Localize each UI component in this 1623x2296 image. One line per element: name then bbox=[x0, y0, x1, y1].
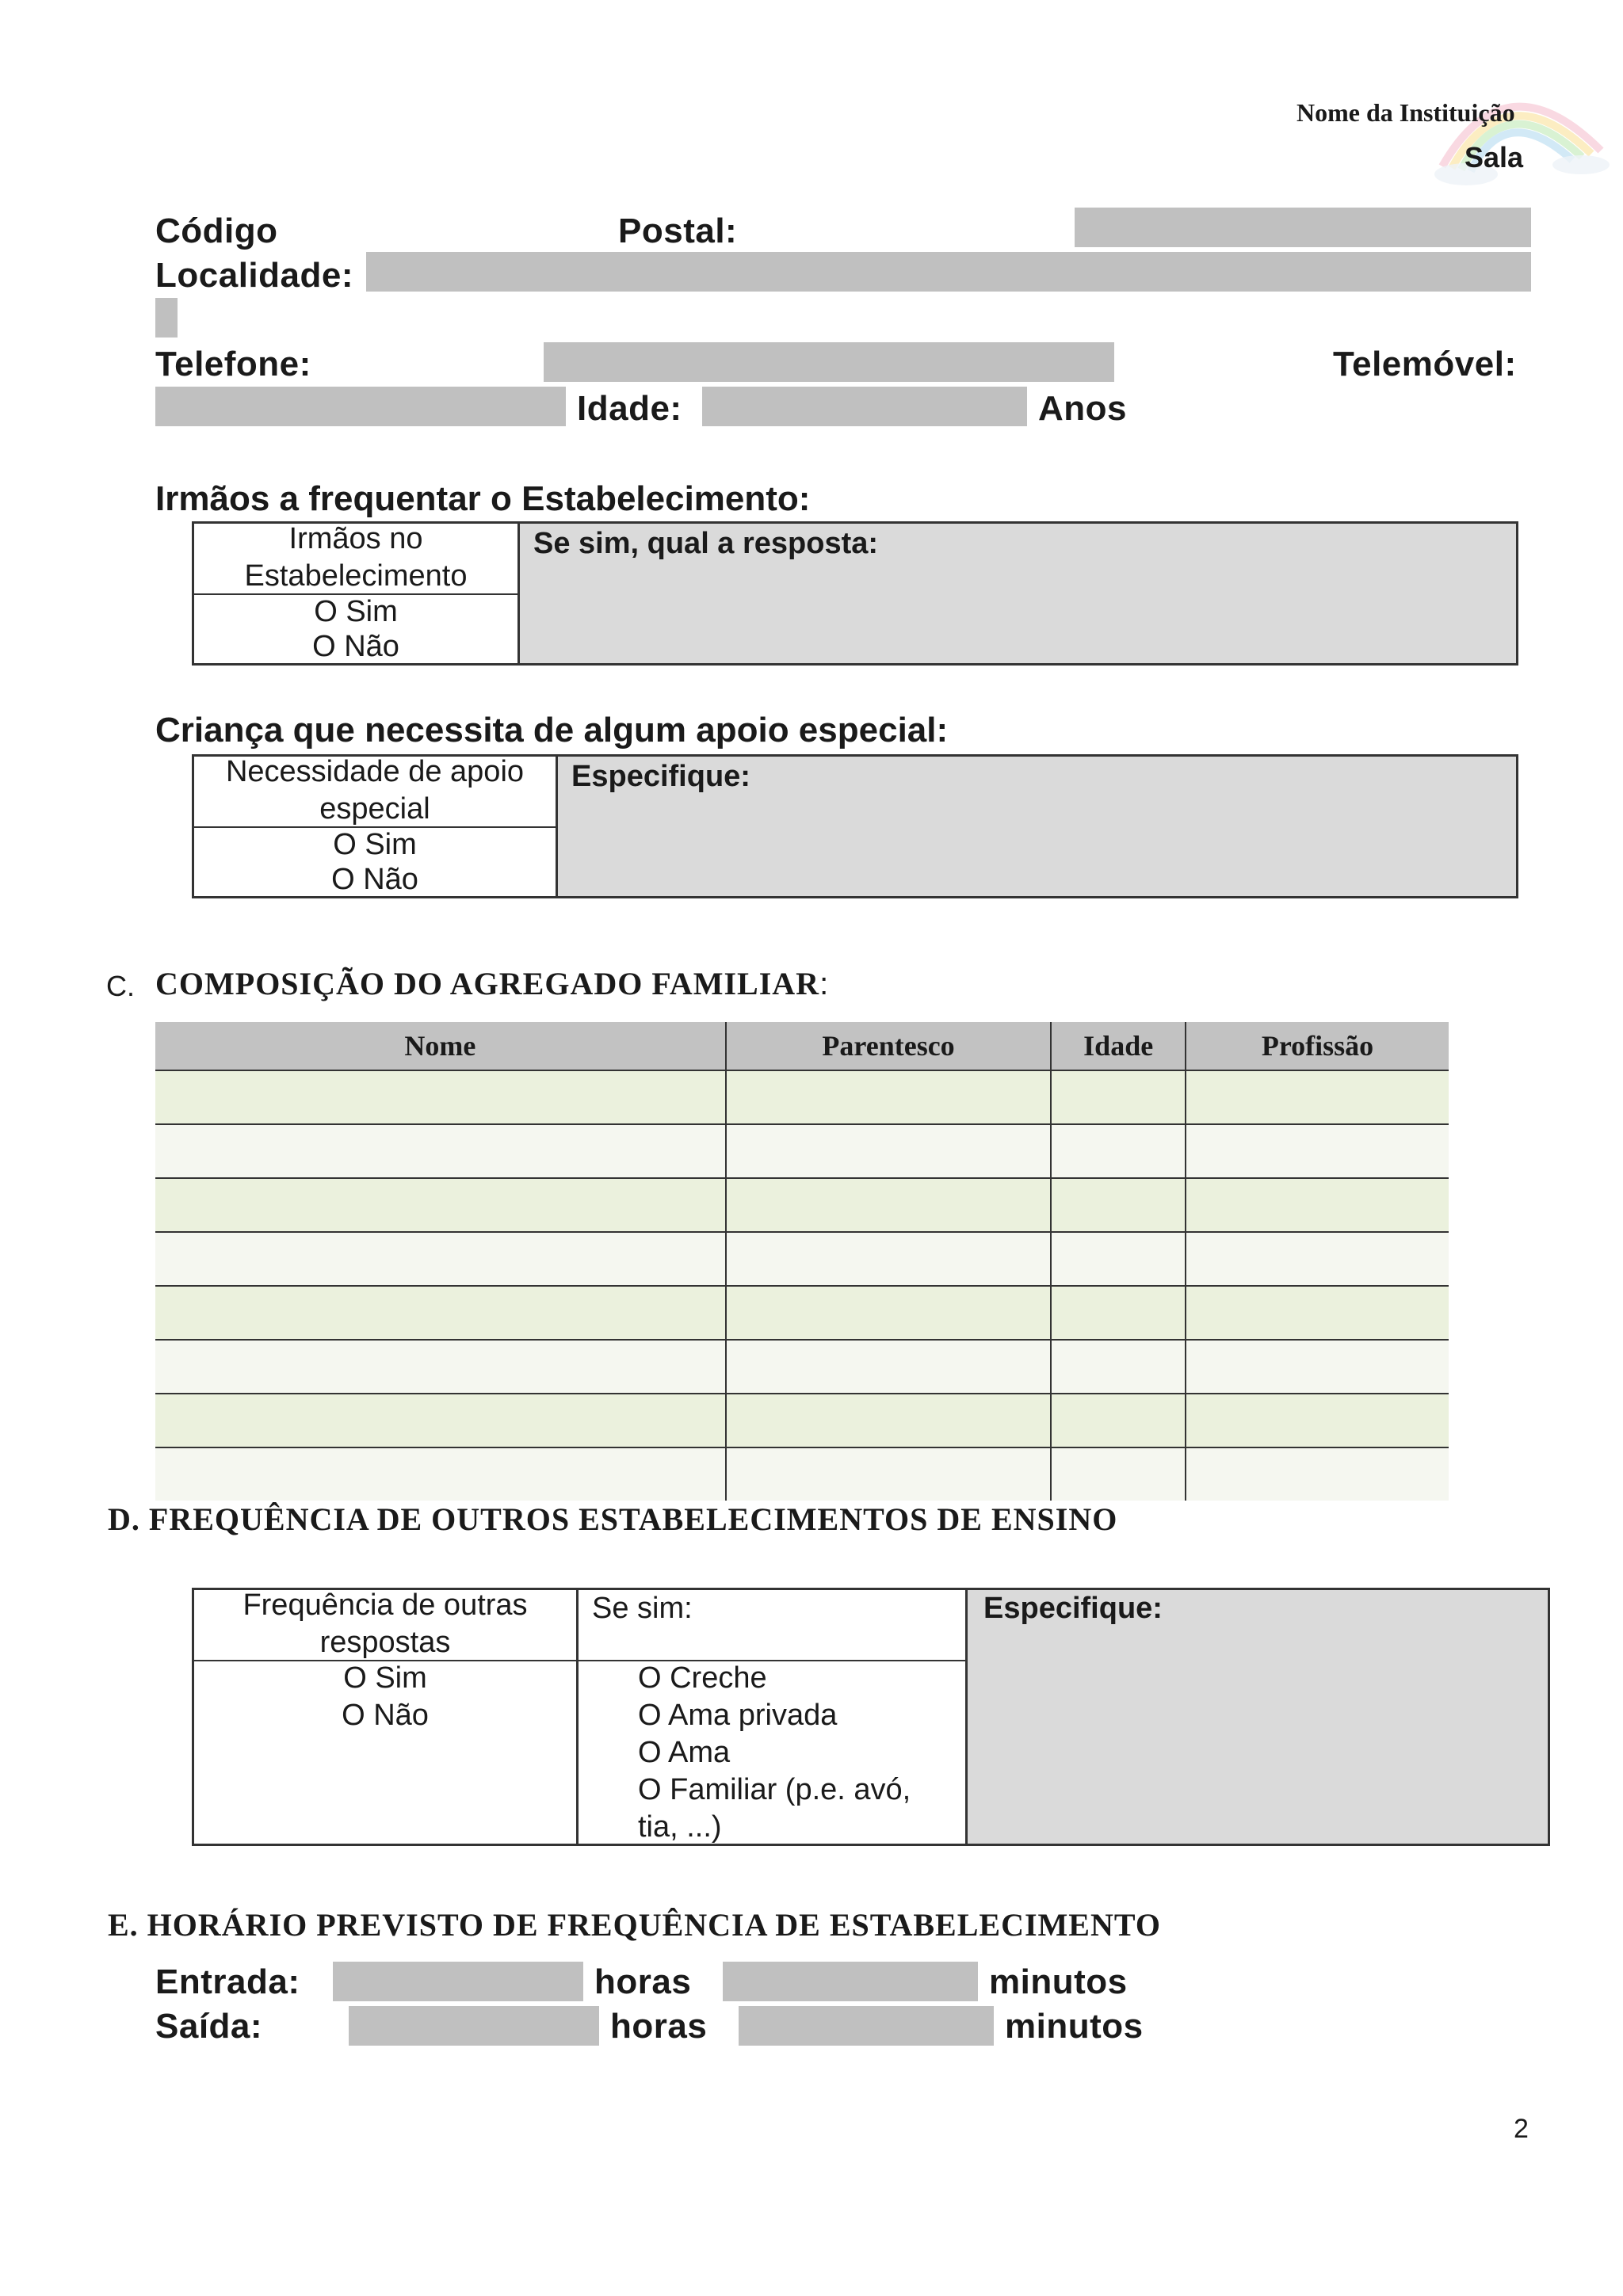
room-label: Sala bbox=[1465, 141, 1524, 174]
table-row bbox=[155, 1124, 1449, 1178]
cell-parentesco[interactable] bbox=[726, 1124, 1052, 1178]
other-schools-specify-area[interactable] bbox=[968, 1590, 1548, 1844]
special-answer-label: Especifique: bbox=[571, 760, 750, 793]
siblings-no-option[interactable]: O Não bbox=[312, 630, 399, 663]
option-familiar[interactable]: O Familiar (p.e. avó, tia, ...) bbox=[638, 1773, 911, 1844]
siblings-yes-option[interactable]: O Sim bbox=[314, 595, 398, 628]
siblings-title: Irmãos a frequentar o Estabelecimento: bbox=[155, 479, 811, 518]
entrada-label: Entrada: bbox=[155, 1962, 300, 2001]
column-parentesco: Parentesco bbox=[726, 1022, 1052, 1070]
special-title: Criança que necessita de algum apoio especial: bbox=[155, 711, 949, 749]
saida-label: Saída: bbox=[155, 2007, 263, 2046]
option-ama-privada[interactable]: O Ama privada bbox=[638, 1699, 838, 1732]
option-ama[interactable]: O Ama bbox=[638, 1736, 731, 1769]
postal-code-field[interactable] bbox=[1075, 208, 1531, 247]
page-number: 2 bbox=[1514, 2114, 1529, 2144]
column-nome: Nome bbox=[155, 1022, 726, 1070]
anos-label: Anos bbox=[1038, 389, 1127, 428]
table-row bbox=[155, 1178, 1449, 1232]
cell-nome[interactable] bbox=[155, 1286, 726, 1340]
cell-parentesco[interactable] bbox=[726, 1286, 1052, 1340]
cell-parentesco[interactable] bbox=[726, 1447, 1052, 1501]
special-yes-option[interactable]: O Sim bbox=[333, 828, 417, 861]
table-row bbox=[155, 1447, 1449, 1501]
postal-label: Postal: bbox=[618, 212, 738, 250]
cell-profissao[interactable] bbox=[1186, 1178, 1449, 1232]
cell-nome[interactable] bbox=[155, 1394, 726, 1447]
saida-hours-label: horas bbox=[610, 2007, 708, 2046]
cell-idade[interactable] bbox=[1051, 1232, 1186, 1286]
table-row bbox=[155, 1394, 1449, 1447]
telefone-label: Telefone: bbox=[155, 345, 311, 383]
option-creche[interactable]: O Creche bbox=[638, 1661, 767, 1695]
cell-idade[interactable] bbox=[1051, 1178, 1186, 1232]
telemovel-label: Telemóvel: bbox=[1333, 345, 1517, 383]
cell-profissao[interactable] bbox=[1186, 1340, 1449, 1394]
localidade-label: Localidade: bbox=[155, 256, 353, 295]
other-schools-specify-label: Especifique: bbox=[983, 1592, 1163, 1625]
cell-nome[interactable] bbox=[155, 1340, 726, 1394]
cell-profissao[interactable] bbox=[1186, 1232, 1449, 1286]
cell-nome[interactable] bbox=[155, 1232, 726, 1286]
family-table bbox=[155, 1022, 1449, 1501]
entrada-hours-field[interactable] bbox=[333, 1962, 583, 2001]
cell-idade[interactable] bbox=[1051, 1447, 1186, 1501]
idade-field[interactable] bbox=[702, 387, 1027, 426]
entrada-minutes-field[interactable] bbox=[723, 1962, 978, 2001]
cell-profissao[interactable] bbox=[1186, 1070, 1449, 1124]
siblings-table bbox=[192, 521, 1518, 666]
siblings-column-label: Irmãos no Estabelecimento bbox=[244, 522, 468, 593]
telefone-field[interactable] bbox=[544, 342, 1114, 382]
cell-profissao[interactable] bbox=[1186, 1286, 1449, 1340]
section-c-colon: : bbox=[819, 967, 830, 1001]
institution-name: Nome da Instituição bbox=[1296, 98, 1515, 127]
table-row bbox=[155, 1286, 1449, 1340]
other-schools-column-label: Frequência de outras respostas bbox=[242, 1589, 528, 1659]
cell-profissao[interactable] bbox=[1186, 1394, 1449, 1447]
saida-minutes-label: minutos bbox=[1005, 2007, 1144, 2046]
cell-nome[interactable] bbox=[155, 1070, 726, 1124]
table-row bbox=[155, 1232, 1449, 1286]
telemovel-field[interactable] bbox=[155, 387, 566, 426]
entrada-minutes-label: minutos bbox=[989, 1962, 1128, 2001]
cell-nome[interactable] bbox=[155, 1178, 726, 1232]
cell-profissao[interactable] bbox=[1186, 1124, 1449, 1178]
special-no-option[interactable]: O Não bbox=[331, 863, 418, 896]
cell-idade[interactable] bbox=[1051, 1394, 1186, 1447]
cell-parentesco[interactable] bbox=[726, 1394, 1052, 1447]
cell-idade[interactable] bbox=[1051, 1070, 1186, 1124]
section-c-title bbox=[155, 968, 829, 1000]
cell-parentesco[interactable] bbox=[726, 1070, 1052, 1124]
saida-hours-field[interactable] bbox=[349, 2006, 599, 2046]
cell-idade[interactable] bbox=[1051, 1124, 1186, 1178]
saida-minutes-field[interactable] bbox=[739, 2006, 994, 2046]
column-idade: Idade bbox=[1051, 1022, 1186, 1070]
table-row bbox=[155, 1340, 1449, 1394]
other-schools-yes-option[interactable]: O Sim bbox=[343, 1661, 427, 1695]
section-c-title-text: COMPOSIÇÃO DO AGREGADO FAMILIAR bbox=[155, 966, 820, 1001]
section-c-letter: C. bbox=[106, 970, 135, 1002]
codigo-label: Código bbox=[155, 212, 278, 250]
table-row bbox=[155, 1070, 1449, 1124]
section-e-title: E. HORÁRIO PREVISTO DE FREQUÊNCIA DE ESTABELECIMENTO bbox=[108, 1907, 1161, 1943]
column-profissao: Profissão bbox=[1186, 1022, 1449, 1070]
other-schools-table bbox=[192, 1588, 1550, 1846]
cell-idade[interactable] bbox=[1051, 1340, 1186, 1394]
cell-parentesco[interactable] bbox=[726, 1232, 1052, 1286]
if-yes-label: Se sim: bbox=[592, 1592, 693, 1625]
section-d-title: D. FREQUÊNCIA DE OUTROS ESTABELECIMENTOS DE ENSINO bbox=[108, 1501, 1118, 1537]
cell-parentesco[interactable] bbox=[726, 1178, 1052, 1232]
siblings-answer-label: Se sim, qual a resposta: bbox=[533, 527, 879, 560]
idade-label: Idade: bbox=[577, 389, 682, 428]
cell-nome[interactable] bbox=[155, 1447, 726, 1501]
other-schools-no-option[interactable]: O Não bbox=[342, 1699, 429, 1732]
cell-parentesco[interactable] bbox=[726, 1340, 1052, 1394]
cell-profissao[interactable] bbox=[1186, 1447, 1449, 1501]
special-table bbox=[192, 754, 1518, 898]
special-column-label: Necessidade de apoio especial bbox=[225, 755, 525, 826]
cell-idade[interactable] bbox=[1051, 1286, 1186, 1340]
entrada-hours-label: horas bbox=[594, 1962, 692, 2001]
localidade-field[interactable] bbox=[366, 252, 1531, 292]
localidade-field-continued[interactable] bbox=[155, 298, 178, 338]
cell-nome[interactable] bbox=[155, 1124, 726, 1178]
